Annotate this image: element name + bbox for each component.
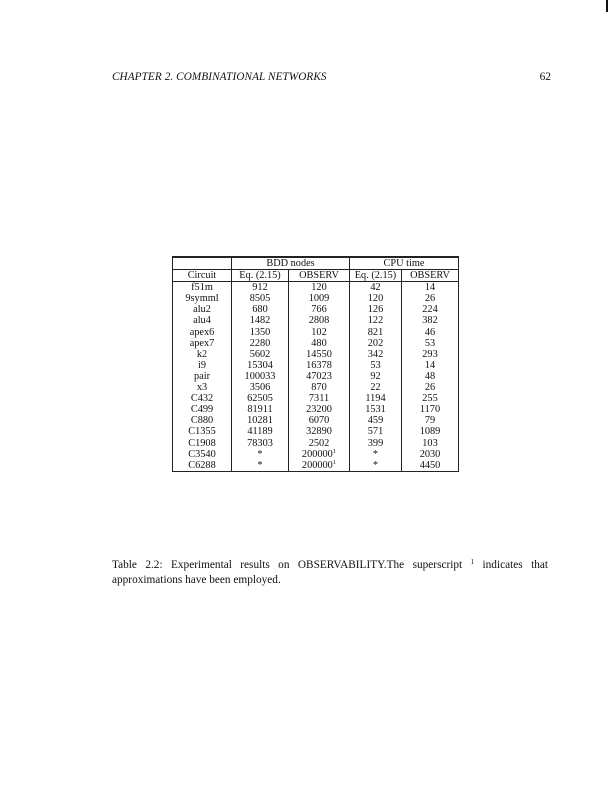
cell-cpu-eq (350, 438, 402, 449)
cell-cpu-observ-value: 14 (424, 282, 436, 294)
cell-cpu-eq-value: 342 (367, 348, 384, 360)
cell-bdd-eq (232, 282, 289, 294)
table-row (173, 404, 459, 415)
cell-circuit-value: alu2 (193, 304, 211, 316)
cell-cpu-observ (402, 393, 459, 404)
cell-bdd-eq-value: 81911 (247, 404, 273, 416)
cell-cpu-eq (350, 426, 402, 437)
cell-cpu-observ-value: 48 (424, 370, 436, 382)
cell-cpu-eq (350, 338, 402, 349)
cell-bdd-observ (289, 415, 350, 426)
cell-cpu-observ (402, 327, 459, 338)
scan-edge-mark (606, 0, 608, 12)
cell-cpu-observ (402, 449, 459, 460)
results-table-container (172, 256, 459, 472)
cell-cpu-eq-value: 92 (370, 370, 381, 382)
cell-bdd-observ (289, 393, 350, 404)
cell-circuit (173, 360, 232, 371)
cell-circuit-value: apex7 (189, 337, 215, 349)
running-header (112, 71, 551, 87)
cell-cpu-observ (402, 404, 459, 415)
cell-cpu-eq-value: 122 (367, 315, 384, 327)
table-row (173, 460, 459, 472)
cell-circuit (173, 293, 232, 304)
cell-bdd-eq-value: 912 (252, 282, 268, 294)
cell-cpu-observ-value: 14 (424, 359, 436, 371)
cell-cpu-eq (350, 304, 402, 315)
cell-cpu-observ-value: 79 (424, 415, 436, 427)
cell-cpu-eq (350, 315, 402, 326)
cell-cpu-eq (350, 449, 402, 460)
cell-cpu-eq-value: 42 (370, 282, 381, 294)
cell-circuit (173, 304, 232, 315)
cell-cpu-observ-value: 4450 (419, 459, 441, 471)
cell-cpu-observ-value: 103 (422, 437, 438, 449)
cell-cpu-observ (402, 426, 459, 437)
cell-circuit (173, 426, 232, 437)
cell-circuit-value: C1908 (188, 437, 216, 449)
cell-bdd-observ (289, 438, 350, 449)
cell-cpu-observ (402, 338, 459, 349)
cell-bdd-observ (289, 371, 350, 382)
table-row (173, 449, 459, 460)
cell-bdd-eq (232, 426, 289, 437)
cell-cpu-eq (350, 460, 402, 472)
cell-bdd-observ (289, 449, 350, 460)
cell-circuit-value: alu4 (193, 315, 211, 327)
cell-bdd-observ-value: 480 (311, 337, 327, 349)
cell-bdd-eq (232, 415, 289, 426)
cell-circuit-value: C3540 (188, 448, 216, 460)
cell-bdd-observ-value: 23200 (306, 404, 332, 416)
cell-bdd-observ-value: 870 (311, 382, 327, 394)
group-header-row (173, 257, 459, 270)
cell-bdd-eq (232, 315, 289, 326)
cell-bdd-eq-value: 62505 (247, 393, 273, 405)
cell-cpu-observ (402, 315, 459, 326)
cell-bdd-observ-value: 2808 (308, 315, 330, 327)
cell-cpu-observ (402, 460, 459, 472)
cell-cpu-eq-value: 821 (367, 326, 384, 338)
cell-bdd-observ-value: 7311 (308, 393, 330, 405)
results-table (172, 256, 459, 472)
cell-bdd-eq (232, 449, 289, 460)
cell-bdd-eq-value: * (257, 459, 263, 471)
cell-bdd-observ (289, 282, 350, 294)
cell-bdd-observ (289, 304, 350, 315)
cell-bdd-eq-value: 680 (252, 304, 268, 316)
cell-cpu-eq (350, 404, 402, 415)
column-header-bdd-observ: OBSERV (289, 270, 350, 282)
cell-cpu-eq (350, 415, 402, 426)
cell-cpu-eq (350, 393, 402, 404)
caption-text-1: Table 2.2: Experimental results on OBSERVABILITY.The superscript (112, 559, 471, 572)
caption-superscript: 1 (470, 558, 475, 567)
cell-circuit (173, 349, 232, 360)
table-row (173, 293, 459, 304)
cell-cpu-eq-value: 459 (367, 415, 384, 427)
cell-bdd-eq-value: 1482 (249, 315, 271, 327)
chapter-title: CHAPTER 2. COMBINATIONAL NETWORKS (112, 71, 327, 83)
table-body (173, 282, 459, 472)
column-header-cpu-observ: OBSERV (402, 270, 459, 282)
cell-circuit (173, 415, 232, 426)
cell-bdd-eq-value: 15304 (247, 359, 273, 371)
table-row (173, 282, 459, 294)
cell-bdd-observ (289, 293, 350, 304)
cell-cpu-eq-value: 22 (370, 382, 381, 394)
cell-bdd-eq-value: * (257, 448, 263, 460)
cell-bdd-eq (232, 338, 289, 349)
table-row (173, 426, 459, 437)
cell-cpu-eq-value: * (372, 448, 379, 460)
cell-bdd-eq (232, 293, 289, 304)
column-header-circuit: Circuit (173, 270, 232, 282)
cell-circuit (173, 338, 232, 349)
table-row (173, 382, 459, 393)
cell-bdd-eq-value: 41189 (247, 426, 273, 438)
cell-bdd-eq-value: 8505 (249, 293, 271, 305)
cell-circuit-value: pair (193, 370, 210, 382)
cell-circuit (173, 315, 232, 326)
cell-circuit (173, 327, 232, 338)
cell-cpu-observ-value: 1089 (419, 426, 441, 438)
cell-bdd-observ (289, 315, 350, 326)
table-row (173, 438, 459, 449)
cell-bdd-observ-value: 32890 (306, 426, 332, 438)
cell-bdd-observ (289, 426, 350, 437)
column-header-row (173, 270, 459, 282)
cell-bdd-eq-value: 5602 (249, 348, 271, 360)
cell-circuit (173, 460, 232, 472)
cell-cpu-observ (402, 382, 459, 393)
cell-bdd-observ-value: 102 (311, 326, 327, 338)
cell-bdd-observ (289, 404, 350, 415)
cell-bdd-observ-value: 47023 (306, 370, 332, 382)
cell-bdd-eq-value: 10281 (247, 415, 273, 427)
cell-cpu-observ-value: 46 (424, 326, 436, 338)
footnote-superscript: 1 (332, 447, 337, 455)
cell-bdd-observ-value: 6070 (308, 415, 330, 427)
cell-circuit-value: f51m (191, 282, 213, 294)
table-row (173, 371, 459, 382)
cell-cpu-observ-value: 1170 (419, 404, 441, 416)
cell-circuit-value: i9 (197, 359, 206, 371)
empty-header-cell (173, 257, 232, 270)
cell-bdd-observ-value: 14550 (306, 348, 332, 360)
table-row (173, 360, 459, 371)
cell-circuit-value: 9symml (185, 293, 219, 305)
table-row (173, 393, 459, 404)
cell-cpu-observ (402, 293, 459, 304)
cell-cpu-observ-value: 2030 (419, 448, 441, 460)
group-header-cpu-time: CPU time (350, 257, 459, 270)
cell-bdd-observ (289, 460, 350, 472)
table-caption (112, 558, 548, 587)
cell-cpu-eq-value: 1194 (365, 393, 386, 405)
cell-bdd-eq-value: 1350 (249, 326, 271, 338)
group-header-bdd-nodes: BDD nodes (232, 257, 350, 270)
cell-cpu-eq (350, 349, 402, 360)
cell-bdd-observ (289, 360, 350, 371)
cell-circuit (173, 449, 232, 460)
cell-circuit (173, 371, 232, 382)
cell-cpu-observ-value: 26 (424, 293, 436, 305)
cell-bdd-observ (289, 338, 350, 349)
cell-cpu-eq-value: * (372, 459, 379, 471)
table-row (173, 415, 459, 426)
column-header-cpu-eq: Eq. (2.15) (350, 270, 402, 282)
cell-circuit-value: C432 (190, 393, 214, 405)
cell-bdd-observ-value: 1009 (308, 293, 330, 305)
cell-bdd-eq (232, 460, 289, 472)
cell-cpu-eq-value: 120 (367, 293, 384, 305)
cell-circuit (173, 404, 232, 415)
cell-bdd-eq-value: 3506 (249, 382, 271, 394)
cell-bdd-eq (232, 371, 289, 382)
cell-cpu-observ-value: 53 (424, 337, 436, 349)
cell-cpu-observ (402, 349, 459, 360)
cell-bdd-eq (232, 304, 289, 315)
footnote-superscript: 1 (332, 458, 337, 466)
cell-circuit-value: apex6 (189, 326, 215, 338)
cell-cpu-observ-value: 382 (422, 315, 438, 327)
cell-cpu-observ (402, 438, 459, 449)
cell-bdd-eq (232, 438, 289, 449)
cell-cpu-observ (402, 360, 459, 371)
cell-cpu-eq (350, 371, 402, 382)
cell-cpu-observ (402, 282, 459, 294)
table-row (173, 349, 459, 360)
page-number: 62 (539, 71, 551, 83)
cell-cpu-eq-value: 126 (367, 304, 384, 316)
cell-cpu-eq (350, 293, 402, 304)
cell-bdd-observ-value: 16378 (306, 359, 332, 371)
cell-circuit (173, 382, 232, 393)
cell-bdd-observ (289, 382, 350, 393)
table-row (173, 327, 459, 338)
cell-bdd-observ-value: 766 (311, 304, 327, 316)
cell-cpu-observ (402, 415, 459, 426)
cell-circuit (173, 393, 232, 404)
cell-circuit-value: x3 (196, 382, 208, 394)
cell-bdd-eq (232, 382, 289, 393)
cell-bdd-observ-value: 120 (311, 282, 327, 294)
table-row (173, 338, 459, 349)
cell-bdd-eq (232, 404, 289, 415)
cell-cpu-eq-value: 202 (367, 337, 384, 349)
cell-circuit-value: C880 (190, 415, 214, 427)
table-row (173, 315, 459, 326)
cell-circuit-value: k2 (196, 348, 208, 360)
cell-cpu-observ-value: 224 (422, 304, 438, 316)
cell-bdd-eq-value: 78303 (247, 437, 273, 449)
cell-bdd-observ-value: 200000 (301, 459, 333, 471)
cell-bdd-observ-value: 200000 (301, 448, 333, 460)
cell-cpu-observ-value: 293 (422, 348, 438, 360)
cell-cpu-eq-value: 1531 (365, 404, 386, 416)
cell-cpu-eq-value: 399 (367, 437, 384, 449)
cell-cpu-eq (350, 327, 402, 338)
cell-bdd-eq (232, 393, 289, 404)
cell-circuit (173, 282, 232, 294)
cell-bdd-eq (232, 349, 289, 360)
cell-cpu-eq (350, 360, 402, 371)
cell-cpu-observ (402, 371, 459, 382)
cell-bdd-eq-value: 2280 (249, 337, 271, 349)
table-row (173, 304, 459, 315)
cell-circuit (173, 438, 232, 449)
column-header-bdd-eq: Eq. (2.15) (232, 270, 289, 282)
cell-bdd-eq-value: 100033 (244, 370, 276, 382)
cell-cpu-eq (350, 282, 402, 294)
cell-circuit-value: C499 (190, 404, 214, 416)
cell-cpu-eq-value: 53 (370, 359, 381, 371)
cell-bdd-eq (232, 360, 289, 371)
cell-cpu-eq-value: 571 (367, 426, 384, 438)
cell-cpu-observ-value: 26 (424, 382, 436, 394)
cell-bdd-observ (289, 327, 350, 338)
cell-bdd-observ-value: 2502 (308, 437, 330, 449)
cell-bdd-eq (232, 327, 289, 338)
cell-circuit-value: C1355 (188, 426, 216, 438)
cell-circuit-value: C6288 (188, 459, 216, 471)
cell-cpu-observ (402, 304, 459, 315)
cell-cpu-eq (350, 382, 402, 393)
cell-cpu-observ-value: 255 (422, 393, 438, 405)
caption-text-2: indicates that approximations have been employed. (112, 559, 549, 586)
cell-bdd-observ (289, 349, 350, 360)
